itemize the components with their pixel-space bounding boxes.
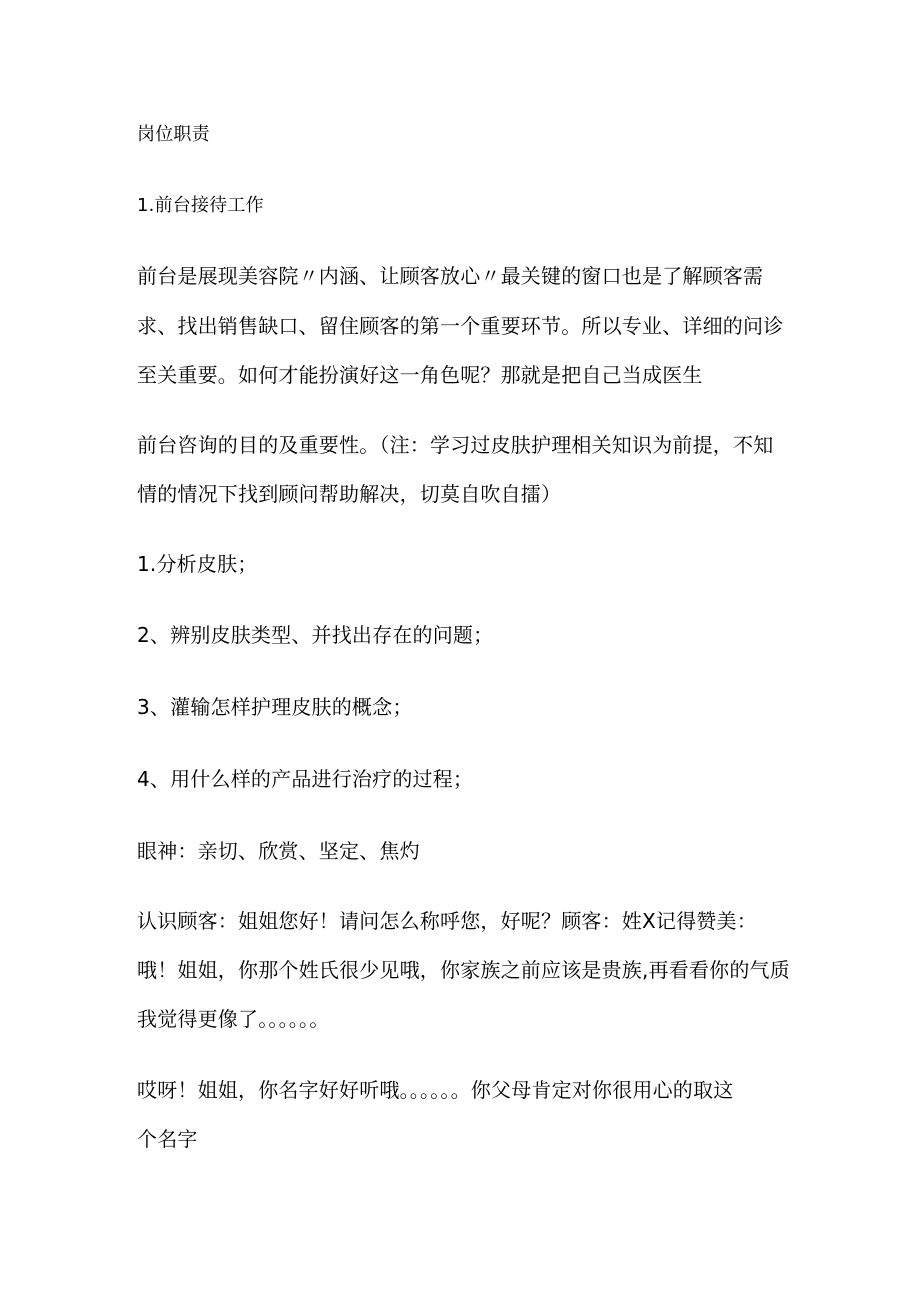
intro-line-2: 求、找出销售缺口、留住顾客的第一个重要环节。所以专业、详细的问诊 [137,314,784,338]
step-item-2: 2、辨别皮肤类型、并找出存在的问题； [137,623,494,647]
compliment-line-1: 哎呀！姐姐，你名字好好听哦。。。。。。你父母肯定对你很用心的取这 [137,1078,734,1102]
purpose-line-2: 情的情况下找到顾问帮助解决，切莫自吹自擂） [137,482,562,506]
purpose-line-1: 前台咨询的目的及重要性。（注：学习过皮肤护理相关知识为前提，不知 [137,433,774,457]
know-customer-line-3: 我觉得更像了。。。。。。 [137,1007,330,1031]
know-customer-line-1: 认识顾客：姐姐您好！请问怎么称呼您，好呢？顾客：姓X记得赞美： [137,909,757,933]
step-item-3: 3、灌输怎样护理皮肤的概念； [137,695,413,719]
eye-contact-line: 眼神：亲切、欣赏、坚定、焦灼 [137,839,420,863]
section-heading: 1.前台接待工作 [137,195,264,216]
step-item-1: 1.分析皮肤； [137,552,258,576]
step-item-4: 4、用什么样的产品进行治疗的过程； [137,767,474,791]
know-customer-line-2: 哦！姐姐，你那个姓氏很少见哦，你家族之前应该是贵族,再看看你的气质 [137,958,790,982]
intro-line-3: 至关重要。如何才能扮演好这一角色呢？那就是把自己当成医生 [137,363,703,387]
page-title: 岗位职责 [137,124,210,145]
compliment-line-2: 个名字 [137,1127,198,1151]
intro-line-1: 前台是展现美容院〃内涵、让顾客放心〃最关键的窗口也是了解顾客需 [137,264,764,288]
